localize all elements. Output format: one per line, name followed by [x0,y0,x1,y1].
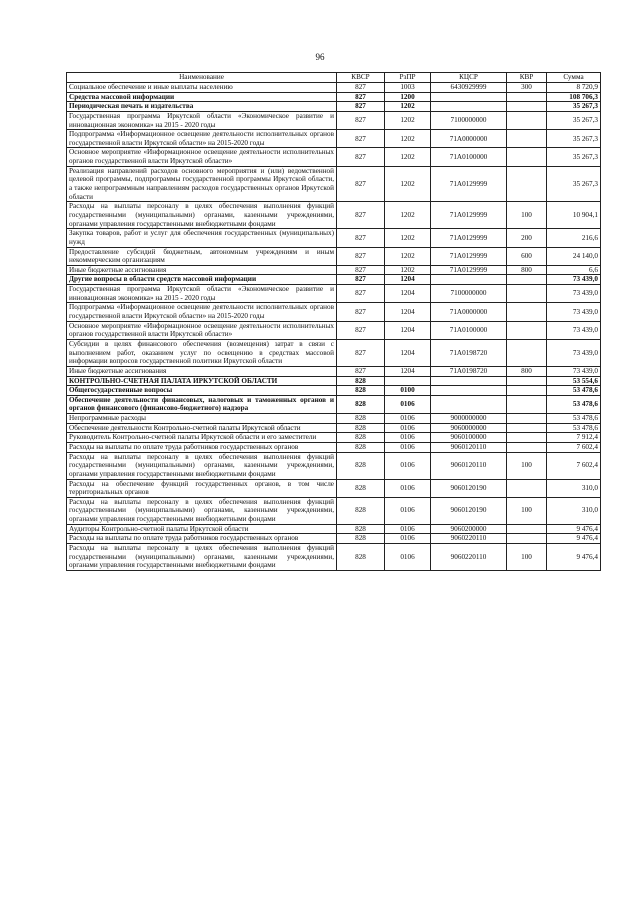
cell-kvsr: 828 [337,395,385,413]
table-row [67,321,601,339]
cell-name: Обеспечение деятельности Контрольно-счетной палаты Иркутской области [67,423,337,433]
cell-rzpr: 0106 [385,414,431,424]
cell-sum: 35 267,3 [547,102,601,112]
cell-rzpr: 1202 [385,265,431,275]
cell-kcsr [431,92,507,102]
cell-kvsr: 827 [337,339,385,366]
column-header-kvr: КВР [507,73,547,83]
cell-kvsr: 828 [337,524,385,534]
cell-sum: 53 478,6 [547,423,601,433]
cell-rzpr: 1200 [385,92,431,102]
cell-sum: 53 554,6 [547,376,601,386]
cell-kcsr: 71А0000000 [431,303,507,321]
cell-sum: 9 476,4 [547,534,601,544]
cell-kvr [507,534,547,544]
cell-name: Другие вопросы в области средств массовой информации [67,275,337,285]
column-header-sum: Сумма [547,73,601,83]
cell-sum: 73 439,0 [547,303,601,321]
cell-rzpr: 1204 [385,275,431,285]
cell-kcsr: 71А0198720 [431,366,507,376]
cell-kcsr: 9060120190 [431,497,507,524]
table-row [67,442,601,452]
cell-sum: 53 478,6 [547,414,601,424]
cell-kcsr: 7100000000 [431,111,507,129]
table-row [67,92,601,102]
cell-rzpr: 0106 [385,497,431,524]
cell-kvr: 100 [507,497,547,524]
table-row [67,423,601,433]
cell-kvr: 800 [507,265,547,275]
cell-kvr [507,102,547,112]
cell-kvr [507,423,547,433]
cell-rzpr: 1003 [385,83,431,93]
cell-kvr [507,130,547,148]
cell-kvsr: 827 [337,303,385,321]
cell-rzpr: 1202 [385,202,431,229]
cell-kvr [507,285,547,303]
cell-kvr [507,92,547,102]
cell-name: Подпрограмма «Информационное освещение деятельности исполнительных органов государственной власти Иркутской области» на 2015-2020 годы [67,303,337,321]
cell-kvsr: 827 [337,202,385,229]
cell-sum: 24 140,0 [547,247,601,265]
cell-kcsr: 9060220110 [431,544,507,571]
table-row [67,414,601,424]
cell-name: Основное мероприятие «Информационное освещение деятельности исполнительных органов государственной власти Иркутской области» [67,321,337,339]
cell-kvsr: 827 [337,285,385,303]
cell-sum: 8 720,9 [547,83,601,93]
cell-name: КОНТРОЛЬНО-СЧЕТНАЯ ПАЛАТА ИРКУТСКОЙ ОБЛАСТИ [67,376,337,386]
cell-name: Государственная программа Иркутской области «Экономическое развитие и инновационная экономика» на 2015 - 2020 годы [67,285,337,303]
cell-kvr: 200 [507,229,547,247]
table-row [67,524,601,534]
cell-sum: 35 267,3 [547,166,601,202]
cell-sum: 53 478,6 [547,386,601,396]
table-row [67,366,601,376]
cell-kcsr: 71А0129999 [431,229,507,247]
cell-kvr [507,395,547,413]
cell-rzpr: 1202 [385,148,431,166]
cell-kvr [507,479,547,497]
cell-kvsr: 828 [337,414,385,424]
cell-kvr [507,111,547,129]
cell-sum: 310,0 [547,479,601,497]
cell-name: Расходы на выплаты персоналу в целях обеспечения выполнения функций государственными (муниципальными) органами, казенными учреждениями, органами управления государственными внебюджетными фондами [67,497,337,524]
cell-name: Предоставление субсидий бюджетным, автономным учреждениям и иным некоммерческим организациям [67,247,337,265]
cell-sum: 73 439,0 [547,339,601,366]
cell-kvr [507,386,547,396]
cell-kvr [507,275,547,285]
cell-rzpr: 0106 [385,479,431,497]
cell-kvr [507,303,547,321]
cell-kcsr [431,386,507,396]
cell-kvsr: 828 [337,423,385,433]
cell-kcsr: 71А0100000 [431,148,507,166]
cell-sum: 310,0 [547,497,601,524]
table-row [67,275,601,285]
cell-kvsr: 827 [337,247,385,265]
cell-name: Расходы на выплаты по оплате труда работников государственных органов [67,534,337,544]
cell-sum: 35 267,3 [547,111,601,129]
cell-rzpr: 0106 [385,524,431,534]
cell-kvr: 800 [507,366,547,376]
cell-name: Государственная программа Иркутской области «Экономическое развитие и инновационная экономика» на 2015 - 2020 годы [67,111,337,129]
cell-kvsr: 828 [337,479,385,497]
cell-kcsr: 71А0000000 [431,130,507,148]
cell-sum: 6,6 [547,265,601,275]
cell-kvr: 600 [507,247,547,265]
cell-kcsr: 71А0198720 [431,339,507,366]
cell-kcsr: 9060220110 [431,534,507,544]
cell-rzpr: 0106 [385,544,431,571]
cell-kvr: 300 [507,83,547,93]
table-header-row [67,73,601,83]
table-row [67,111,601,129]
column-header-kcsr: КЦСР [431,73,507,83]
table-row [67,229,601,247]
cell-kcsr: 9060100000 [431,433,507,443]
cell-name: Основное мероприятие «Информационное освещение деятельности исполнительных органов государственной власти Иркутской области» [67,148,337,166]
cell-kcsr: 9060200000 [431,524,507,534]
cell-kvr: 100 [507,452,547,479]
cell-rzpr: 1204 [385,285,431,303]
cell-rzpr: 1204 [385,321,431,339]
table-row [67,497,601,524]
cell-kvsr: 828 [337,386,385,396]
table-row [67,303,601,321]
cell-sum: 73 439,0 [547,275,601,285]
cell-kcsr [431,102,507,112]
cell-rzpr: 1204 [385,303,431,321]
cell-sum: 108 706,3 [547,92,601,102]
table-row [67,102,601,112]
cell-kvsr: 827 [337,166,385,202]
cell-rzpr: 1202 [385,111,431,129]
cell-name: Субсидии в целях финансового обеспечения (возмещения) затрат в связи с выполнением работ, оказанием услуг по освещению в средствах массовой информации вопросов государственной политики Иркутской области [67,339,337,366]
cell-kvr: 100 [507,544,547,571]
column-header-rzpr: РзПР [385,73,431,83]
cell-name: Реализация направлений расходов основного мероприятия и (или) ведомственной целевой программы, подпрограммы государственной программы Иркутской области, а также непрограммным направлениям расходов государственных органов Иркутской области [67,166,337,202]
cell-sum: 35 267,3 [547,130,601,148]
page-number: 96 [315,52,325,62]
cell-kvsr: 828 [337,497,385,524]
cell-kvr: 100 [507,202,547,229]
cell-sum: 73 439,0 [547,366,601,376]
cell-kvsr: 828 [337,442,385,452]
cell-rzpr: 1202 [385,102,431,112]
cell-kcsr: 6430929999 [431,83,507,93]
cell-kcsr: 7100000000 [431,285,507,303]
cell-kcsr: 9060120190 [431,479,507,497]
cell-kcsr: 71А0129999 [431,247,507,265]
cell-kcsr: 9060120110 [431,442,507,452]
table-row [67,479,601,497]
table-row [67,386,601,396]
table-row [67,166,601,202]
table-row [67,285,601,303]
table-row [67,265,601,275]
table-row [67,534,601,544]
table-row [67,339,601,366]
cell-sum: 7 602,4 [547,442,601,452]
cell-kvsr: 827 [337,321,385,339]
cell-kvsr: 828 [337,433,385,443]
cell-name: Периодическая печать и издательства [67,102,337,112]
cell-rzpr: 0106 [385,452,431,479]
cell-name: Расходы на выплаты персоналу в целях обеспечения выполнения функций государственными (муниципальными) органами, казенными учреждениями, органами управления государственными внебюджетными фондами [67,452,337,479]
cell-sum: 73 439,0 [547,285,601,303]
cell-name: Расходы на обеспечение функций государственных органов, в том числе территориальных органов [67,479,337,497]
cell-kvsr: 828 [337,452,385,479]
cell-name: Социальное обеспечение и иные выплаты населению [67,83,337,93]
cell-rzpr: 1202 [385,229,431,247]
cell-rzpr: 1202 [385,247,431,265]
cell-kvsr: 827 [337,111,385,129]
cell-kcsr: 9060000000 [431,423,507,433]
cell-rzpr: 0106 [385,534,431,544]
table-row [67,433,601,443]
cell-sum: 7 602,4 [547,452,601,479]
cell-name: Расходы на выплаты персоналу в целях обеспечения выполнения функций государственными (муниципальными) органами, казенными учреждениями, органами управления государственными внебюджетными фондами [67,544,337,571]
cell-kcsr: 71А0129999 [431,202,507,229]
cell-kvr [507,433,547,443]
cell-kcsr [431,275,507,285]
cell-rzpr: 1202 [385,130,431,148]
cell-sum: 216,6 [547,229,601,247]
cell-kvr [507,321,547,339]
cell-kvr [507,376,547,386]
cell-rzpr: 1202 [385,166,431,202]
cell-kvsr: 827 [337,229,385,247]
cell-kcsr: 9000000000 [431,414,507,424]
cell-sum: 53 478,6 [547,395,601,413]
cell-kvsr: 827 [337,265,385,275]
cell-kvr [507,148,547,166]
table-row [67,452,601,479]
table-row [67,376,601,386]
cell-name: Иные бюджетные ассигнования [67,366,337,376]
table-row [67,247,601,265]
cell-kcsr [431,376,507,386]
budget-table [66,72,601,571]
table-row [67,148,601,166]
cell-kcsr: 9060120110 [431,452,507,479]
cell-rzpr: 0106 [385,442,431,452]
cell-name: Расходы на выплаты персоналу в целях обеспечения выполнения функций государственными (муниципальными) органами, казенными учреждениями, органами управления государственными внебюджетными фондами [67,202,337,229]
cell-kvr [507,524,547,534]
cell-name: Руководитель Контрольно-счетной палаты Иркутской области и его заместители [67,433,337,443]
cell-name: Средства массовой информации [67,92,337,102]
cell-rzpr: 1204 [385,339,431,366]
cell-kvsr: 827 [337,148,385,166]
cell-kvsr: 827 [337,92,385,102]
cell-rzpr [385,376,431,386]
cell-kvsr: 827 [337,366,385,376]
cell-name: Обеспечение деятельности финансовых, налоговых и таможенных органов и органов финансового (финансово-бюджетного) надзора [67,395,337,413]
cell-name: Непрограммные расходы [67,414,337,424]
cell-kvsr: 828 [337,544,385,571]
cell-kvr [507,442,547,452]
column-header-kvsr: КВСР [337,73,385,83]
table-row [67,130,601,148]
cell-sum: 9 476,4 [547,544,601,571]
cell-kvr [507,339,547,366]
cell-rzpr: 0106 [385,423,431,433]
cell-kvsr: 827 [337,83,385,93]
cell-sum: 73 439,0 [547,321,601,339]
cell-name: Общегосударственные вопросы [67,386,337,396]
table-row [67,395,601,413]
table-row [67,83,601,93]
cell-kcsr: 71А0100000 [431,321,507,339]
cell-name: Расходы на выплаты по оплате труда работников государственных органов [67,442,337,452]
cell-rzpr: 0100 [385,386,431,396]
cell-sum: 35 267,3 [547,148,601,166]
cell-kvsr: 827 [337,130,385,148]
cell-name: Подпрограмма «Информационное освещение деятельности исполнительных органов государственной власти Иркутской области» на 2015-2020 годы [67,130,337,148]
cell-kvsr: 828 [337,534,385,544]
table-row [67,544,601,571]
cell-rzpr: 0106 [385,395,431,413]
cell-kvr [507,166,547,202]
cell-kcsr [431,395,507,413]
table-row [67,202,601,229]
cell-kcsr: 71А0129999 [431,265,507,275]
column-header-name: Наименование [67,73,337,83]
cell-sum: 9 476,4 [547,524,601,534]
cell-kvsr: 827 [337,102,385,112]
cell-kvsr: 828 [337,376,385,386]
cell-sum: 10 904,1 [547,202,601,229]
cell-kvr [507,414,547,424]
cell-name: Аудиторы Контрольно-счетной палаты Иркутской области [67,524,337,534]
cell-name: Иные бюджетные ассигнования [67,265,337,275]
cell-kcsr: 71А0129999 [431,166,507,202]
cell-sum: 7 912,4 [547,433,601,443]
cell-kvsr: 827 [337,275,385,285]
cell-rzpr: 1204 [385,366,431,376]
cell-rzpr: 0106 [385,433,431,443]
cell-name: Закупка товаров, работ и услуг для обеспечения государственных (муниципальных) нужд [67,229,337,247]
